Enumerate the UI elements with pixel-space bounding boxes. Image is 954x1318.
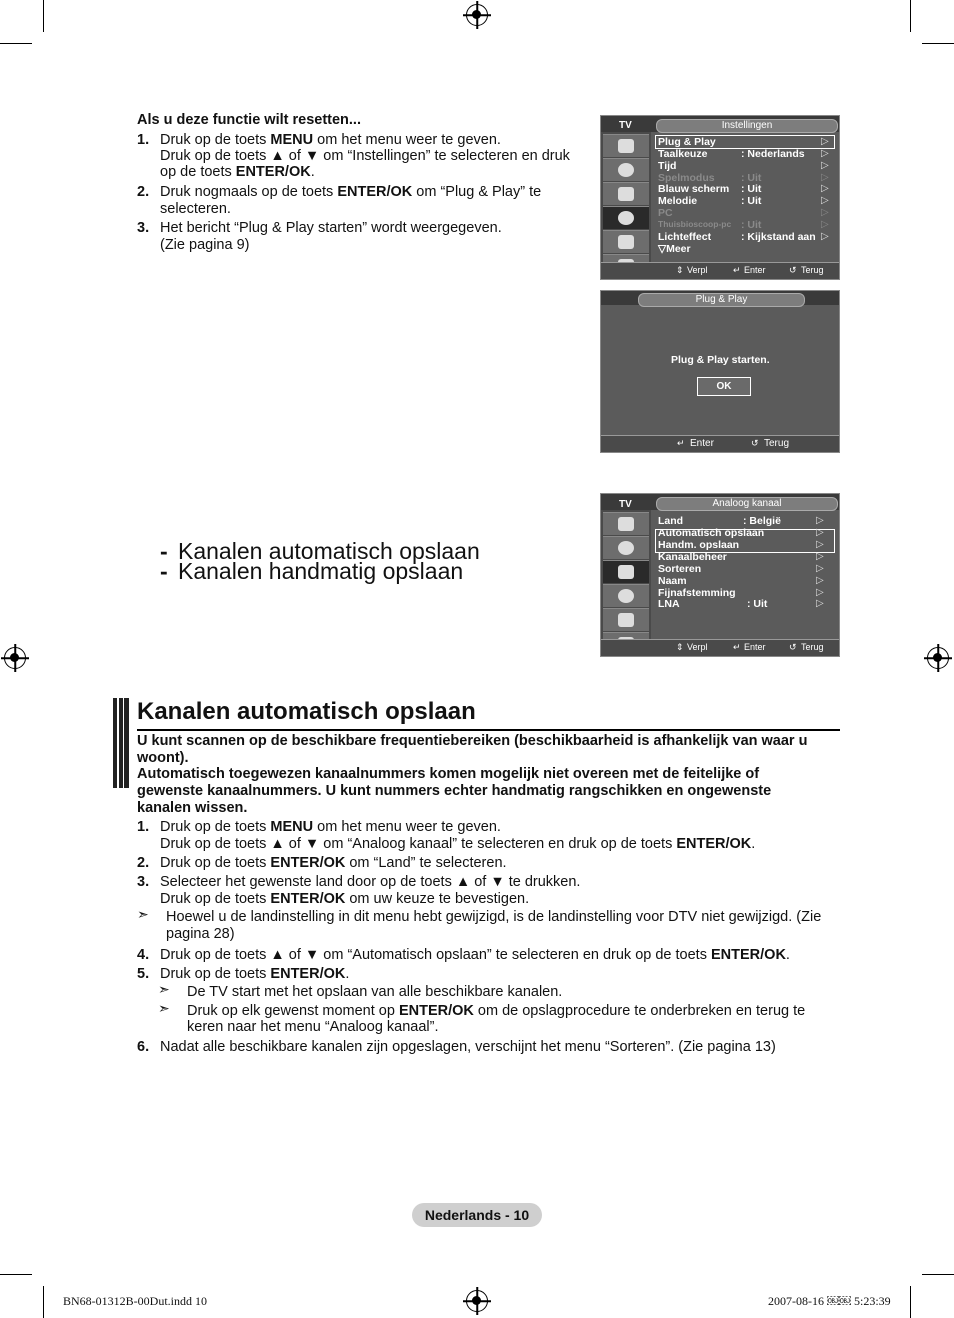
step-text: Selecteer het gewenste land door op de toets ▲ of ▼ te drukken. (160, 874, 581, 890)
chevron-right-icon: ▷ (816, 598, 824, 609)
osd-menu-value: : Nederlands (741, 148, 805, 160)
chevron-right-icon: ▷ (816, 551, 824, 562)
note-arrow-icon: ➣ (137, 906, 149, 922)
channel-icon[interactable] (603, 560, 649, 583)
step-text: Druk op de toets MENU om het menu weer te geven. (160, 132, 501, 148)
intro-text: Automatisch toegewezen kanaalnummers komen mogelijk niet overeen met de feitelijke of (137, 766, 760, 782)
chevron-right-icon: ▷ (821, 172, 829, 183)
step-number: 4. (137, 947, 150, 963)
crop-mark (910, 0, 911, 32)
osd-plugplay-dialog (600, 290, 840, 453)
step-text: Druk op de toets ENTER/OK om uw keuze te bevestigen. (160, 891, 530, 907)
step-text: Druk op de toets MENU om het menu weer te geven. (160, 819, 501, 835)
chevron-right-icon: ▷ (816, 587, 824, 598)
step-number: 1. (137, 819, 150, 835)
step-number: 2. (137, 855, 150, 871)
osd-menu-item[interactable]: Tijd (658, 160, 677, 172)
osd-menu-value: : Uit (741, 183, 762, 195)
crop-mark (43, 0, 44, 32)
osd-title: Plug & Play (638, 293, 805, 307)
osd-menu-item[interactable]: Melodie (658, 195, 698, 207)
step-number: 1. (137, 132, 150, 148)
step-number: 3. (137, 220, 150, 236)
step-text: Druk op de toets ENTER/OK om “Land” te selecteren. (160, 855, 507, 871)
enter-icon: ↵ (677, 438, 685, 448)
intro-text: gewenste kanaalnummers. U kunt nummers echter handmatig rangschikken en ongewenste (137, 783, 772, 799)
chevron-right-icon: ▷ (821, 160, 829, 171)
step-text: (Zie pagina 9) (160, 237, 250, 253)
osd-menu-item[interactable]: Lichteffect (658, 231, 712, 243)
return-icon: ↺ (789, 265, 797, 275)
osd-menu-item[interactable]: Handm. opslaan (658, 539, 740, 551)
registration-mark-icon (466, 1290, 488, 1312)
chevron-right-icon: ▷ (816, 527, 824, 538)
osd-menu-item[interactable]: Sorteren (658, 563, 702, 575)
osd-title: Analoog kanaal (656, 497, 838, 511)
chevron-right-icon: ▷ (821, 136, 829, 147)
chevron-right-icon: ▷ (821, 231, 829, 242)
toc-item[interactable]: Kanalen handmatig opslaan (178, 558, 464, 584)
osd-more-item[interactable]: ▽Meer (658, 243, 691, 255)
step-text: Druk op de toets ▲ of ▼ om “Instellingen” te selecteren en druk (160, 148, 570, 164)
chevron-right-icon: ▷ (821, 148, 829, 159)
osd-menu-item[interactable]: Blauw scherm (658, 183, 730, 195)
osd-menu-item[interactable]: Taalkeuze (658, 148, 708, 160)
intro-text: woont). (137, 750, 189, 766)
osd-menu-item[interactable]: Automatisch opslaan (658, 527, 765, 539)
crop-mark (43, 1286, 44, 1318)
updown-icon: ⇕ (676, 642, 684, 652)
step-text: Het bericht “Plug & Play starten” wordt weergegeven. (160, 220, 502, 236)
osd-footer-back: Terug (764, 438, 790, 449)
channel-icon[interactable] (603, 182, 649, 205)
note-arrow-icon: ➣ (158, 981, 170, 997)
step-number: 3. (137, 874, 150, 890)
picture-icon[interactable] (603, 134, 649, 157)
crop-mark (0, 1274, 32, 1275)
osd-menu-value: : Uit (741, 172, 762, 184)
osd-menu-item[interactable]: LNA (658, 598, 680, 610)
crop-mark (922, 43, 954, 44)
setup-gear-icon[interactable] (603, 206, 649, 229)
file-slug: BN68-01312B-00Dut.indd 10 (63, 1294, 207, 1308)
enter-icon: ↵ (733, 265, 741, 275)
chevron-right-icon: ▷ (816, 515, 824, 526)
step-text: Druk op de toets ENTER/OK. (160, 966, 350, 982)
crop-mark (0, 43, 32, 44)
osd-menu-item[interactable]: Land (658, 515, 684, 527)
ok-button[interactable]: OK (697, 377, 751, 396)
sound-icon[interactable] (603, 536, 649, 559)
osd-menu-item[interactable]: Thuisbioscoop-pc (658, 219, 732, 229)
toc-dash: - (160, 558, 168, 584)
heading-rule (137, 729, 840, 731)
sound-icon[interactable] (603, 158, 649, 181)
input-icon[interactable] (603, 230, 649, 253)
input-icon[interactable] (603, 608, 649, 631)
note-text: De TV start met het opslaan van alle beschikbare kanalen. (187, 984, 563, 1000)
osd-footer-enter: Enter (744, 265, 766, 275)
chevron-right-icon: ▷ (821, 207, 829, 218)
updown-icon: ⇕ (676, 265, 684, 275)
osd-menu-item[interactable]: Spelmodus (658, 172, 715, 184)
osd-footer-move: Verpl (687, 265, 708, 275)
picture-icon[interactable] (603, 512, 649, 535)
chevron-right-icon: ▷ (816, 575, 824, 586)
chevron-right-icon: ▷ (821, 219, 829, 230)
osd-title: Instellingen (656, 119, 838, 133)
osd-menu-item[interactable]: PC (658, 207, 673, 219)
return-icon: ↺ (789, 642, 797, 652)
step-number: 2. (137, 184, 150, 200)
osd-menu-item[interactable]: Fijnafstemming (658, 587, 736, 599)
osd-menu-value: : Kijkstand aan (741, 231, 816, 243)
step-text: Druk op de toets ▲ of ▼ om “Automatisch opslaan” te selecteren en druk op de toets ENTER/OK. (160, 947, 790, 963)
chevron-right-icon: ▷ (816, 563, 824, 574)
osd-footer-back: Terug (801, 265, 824, 275)
step-text: Nadat alle beschikbare kanalen zijn opgeslagen, verschijnt het menu “Sorteren”. (Zie pagina 13) (160, 1039, 776, 1055)
crop-mark (910, 1286, 911, 1318)
osd-menu-value: : België (743, 515, 781, 527)
step-text: Druk op de toets ▲ of ▼ om “Analoog kanaal” te selecteren en druk op de toets ENTER/OK. (160, 836, 756, 852)
crop-mark (922, 1274, 954, 1275)
osd-footer-back: Terug (801, 642, 824, 652)
date-slug: 2007-08-16 ￼￼ 5:23:39 (768, 1294, 891, 1308)
step-number: 5. (137, 966, 150, 982)
registration-mark-icon (927, 647, 949, 669)
osd-settings-menu (600, 115, 840, 280)
note-text: pagina 28) (166, 926, 235, 942)
note-text: Druk op elk gewenst moment op ENTER/OK om de opslagprocedure te onderbreken en terug te (187, 1003, 806, 1019)
intro-text: U kunt scannen op de beschikbare frequentiebereiken (beschikbaarheid is afhankelijk van waar u (137, 733, 808, 749)
step-number: 6. (137, 1039, 150, 1055)
step-text: Druk nogmaals op de toets ENTER/OK om “Plug & Play” te (160, 184, 542, 200)
osd-menu-item[interactable]: Plug & Play (658, 136, 716, 148)
osd-footer-move: Verpl (687, 642, 708, 652)
chevron-right-icon: ▷ (821, 195, 829, 206)
osd-footer-enter: Enter (744, 642, 766, 652)
osd-menu-item[interactable]: Naam (658, 575, 687, 587)
note-arrow-icon: ➣ (158, 1000, 170, 1016)
osd-menu-value: : Uit (741, 219, 762, 231)
osd-analog-channel-menu (600, 493, 840, 657)
return-icon: ↺ (751, 438, 759, 448)
reset-title: Als u deze functie wilt resetten... (137, 112, 361, 128)
page-number-badge: Nederlands - 10 (412, 1203, 542, 1227)
step-text: selecteren. (160, 201, 231, 217)
chevron-right-icon: ▷ (816, 539, 824, 550)
toc-dash: - (160, 538, 168, 564)
setup-gear-icon[interactable] (603, 584, 649, 607)
section-heading: Kanalen automatisch opslaan (137, 698, 476, 725)
osd-menu-value: : Uit (747, 598, 768, 610)
section-marker-bars (113, 698, 129, 788)
note-text: Hoewel u de landinstelling in dit menu hebt gewijzigd, is de landinstelling voor DTV niet gewijzigd. (Zie (166, 909, 822, 925)
osd-menu-item[interactable]: Kanaalbeheer (658, 551, 727, 563)
enter-icon: ↵ (733, 642, 741, 652)
osd-menu-value: : Uit (741, 195, 762, 207)
osd-tv-label: TV (619, 120, 632, 131)
chevron-right-icon: ▷ (821, 183, 829, 194)
toc-item[interactable]: Kanalen automatisch opslaan (178, 538, 480, 564)
osd-message: Plug & Play starten. (671, 354, 770, 366)
intro-text: kanalen wissen. (137, 800, 248, 816)
note-text: keren naar het menu “Analoog kanaal”. (187, 1019, 439, 1035)
registration-mark-icon (466, 4, 488, 26)
step-text: op de toets ENTER/OK. (160, 164, 315, 180)
registration-mark-icon (4, 647, 26, 669)
osd-tv-label: TV (619, 499, 632, 510)
osd-footer-enter: Enter (690, 438, 714, 449)
